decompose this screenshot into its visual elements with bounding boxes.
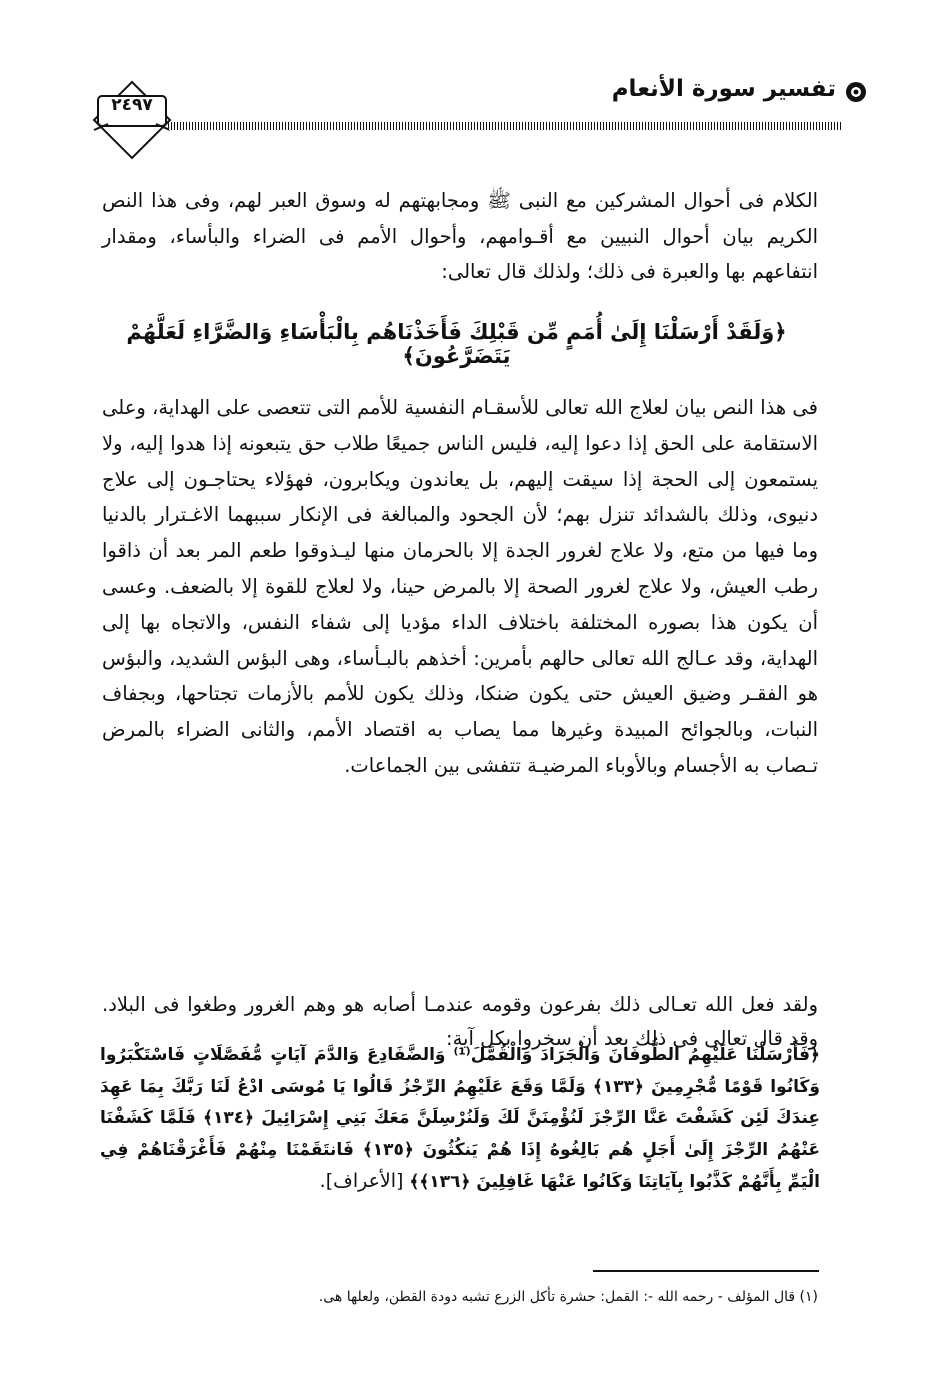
quran-verse-2	[100, 1040, 820, 1199]
flower-ornament-icon	[844, 80, 868, 104]
paragraph-3: ولقد فعل الله تعـالى ذلك بفرعون وقومه عندمـا أصابه هو وهم الغرور وطغوا فى البلاد. وقد قال تعالى فى ذلك بعد أن سخروا بكل آية:	[102, 993, 818, 1050]
header-rule	[168, 122, 842, 130]
footnote: (١) قال المؤلف - رحمه الله -: القمل: حشرة تأكل الزرع تشبه دودة القطن، ولعلها هى.	[318, 1289, 818, 1305]
diamond-frame-icon	[92, 80, 172, 160]
page-number: ٢٤٩٧	[111, 95, 153, 115]
page-header	[80, 62, 870, 172]
paragraph-2: فى هذا النص بيان لعلاج الله تعالى للأسقـام النفسية للأمم التى تتعصى على الهداية، وعلى الاستقامة على الحق إذا دعوا إليه، فليس الناس جميعًا طلاب حق يتبعونه إذا هدوا إليه، ولا يستمعون إلى الحجة إذا سيقت إليهم، بل يعاندون ويكابرون، فهؤلاء يحتاجـون إلى علاج دنيوى، وذلك بالشدائد تنزل بهم؛ لأن الجحود والمبالغة فى الإنكار سببهما الاغـترار بالدنيا وما فيها من متع، ولا علاج لغرور الجدة إلا بالحرمان منها ليـذوقوا طعم المر بعد أن ذاقوا رطب العيش، ولا علاج لغرور الصحة إلا بالمرض حينا، ولا لعلاج للقوة إلا بالضعف. وعسى أن يكون هذا بصوره المختلفة باختلاف الداء مؤديا إلى شفاء النفس، والاتجاه بها إلى الهداية، وقد عـالج الله تعالى حالهم بأمرين: أخذهم بالبـأساء، وهى البؤس الشديد، والبؤس هو الفقـر وضيق العيش حتى يكون ضنكا، وذلك يكون للأمم بالأزمات تجتاحها، وبجفاف النبات، وبالجوائح المبيدة وغيرها مما يصاب به اقتصاد الأمم، والثانى الضراء بالمرض تـصاب به الأجسام وبالأوباء المرضيـة تتفشى بين الجماعات.	[102, 396, 818, 777]
paragraph-1: الكلام فى أحوال المشركين مع النبى ﷺ ومجابهتهم له وسوق العبر لهم، وفى هذا النص الكريم بيان أحوال النبيين مع أقـوامهم، وأحوال الأمم فى الضراء والبأساء، ومقدار انتفاعهم بها والعبرة فى ذلك؛ ولذلك قال تعالى:	[102, 189, 818, 284]
quran-verse-2-text: ﴿فَأَرْسَلْنَا عَلَيْهِمُ الطُّوفَانَ وَالْجَرَادَ وَالْقُمَّلَ⁽¹⁾ وَالضَّفَادِعَ وَالدَّمَ آيَاتٍ مُّفَصَّلَاتٍ فَاسْتَكْبَرُوا وَكَانُوا قَوْمًا مُّجْرِمِينَ ﴿١٣٣﴾ وَلَمَّا وَقَعَ عَلَيْهِمُ الرِّجْزُ قَالُوا يَا مُوسَى ادْعُ لَنَا رَبَّكَ بِمَا عَهِدَ عِندَكَ لَئِن كَشَفْتَ عَنَّا الرِّجْزَ لَنُؤْمِنَنَّ لَكَ وَلَنُرْسِلَنَّ مَعَكَ بَنِي إِسْرَائِيلَ ﴿١٣٤﴾ فَلَمَّا كَشَفْنَا عَنْهُمُ الرِّجْزَ إِلَىٰ أَجَلٍ هُم بَالِغُوهُ إِذَا هُمْ يَنكُثُونَ ﴿١٣٥﴾ فَانتَقَمْنَا مِنْهُمْ فَأَغْرَقْنَاهُمْ فِي الْيَمِّ بِأَنَّهُمْ كَذَّبُوا بِآيَاتِنَا وَكَانُوا عَنْهَا غَافِلِينَ ﴿١٣٦﴾﴾	[100, 1045, 820, 1192]
quran-verse-1: ﴿وَلَقَدْ أَرْسَلْنَا إِلَىٰ أُمَمٍ مِّن قَبْلِكَ فَأَخَذْنَاهُم بِالْبَأْسَاءِ وَالضَّرَّاءِ لَعَلَّهُمْ يَتَضَرَّعُونَ﴾	[126, 320, 787, 368]
chapter-title: تفسير سورة الأنعام	[611, 76, 836, 102]
footnote-divider	[593, 1270, 819, 1272]
page-number-badge	[92, 80, 172, 160]
surah-reference: [الأعراف].	[319, 1170, 404, 1192]
